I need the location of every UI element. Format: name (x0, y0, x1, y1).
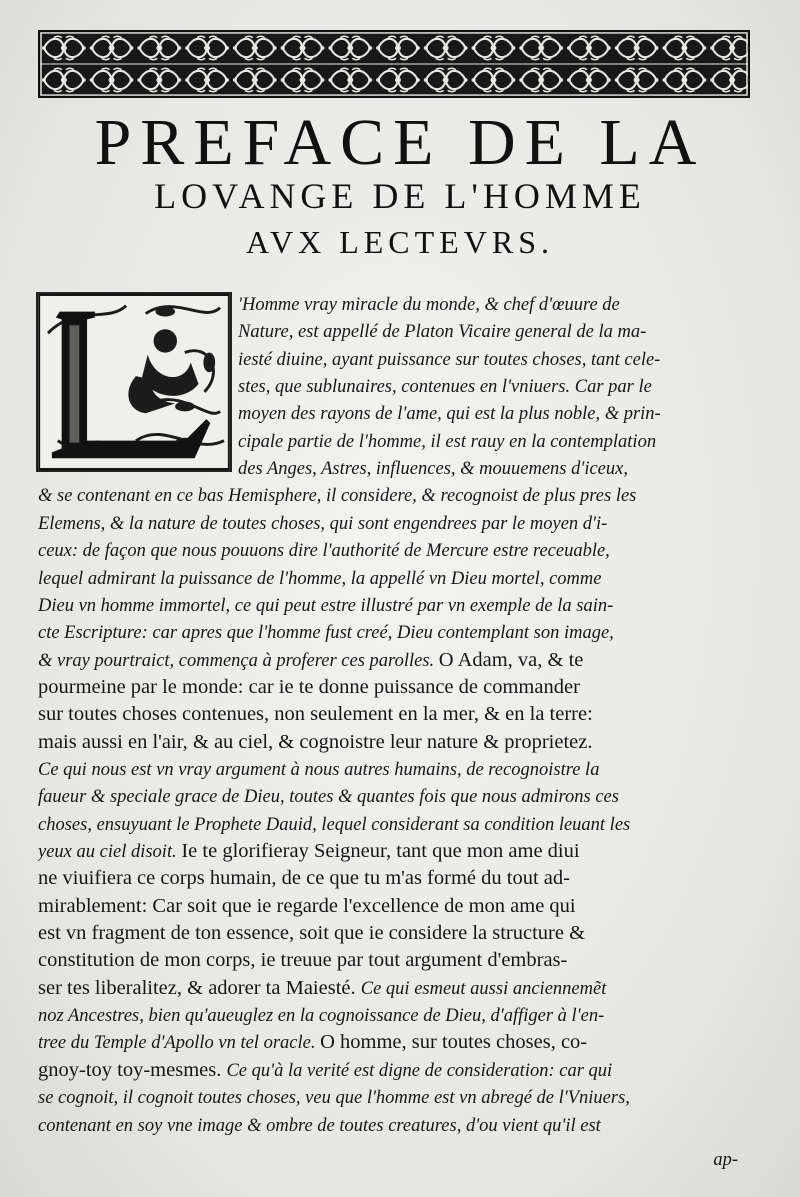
body-line (38, 1003, 762, 1029)
body-line-segment: 'Homme vray miracle du monde, & chef d'œuure de (238, 295, 620, 315)
body-line (38, 648, 762, 674)
body-line-segment: ne viuifiera ce corps humain, de ce que tu m'as formé du tout ad- (38, 867, 570, 890)
body-line (38, 1113, 762, 1139)
body-line (38, 1058, 762, 1084)
body-line-segment: mais aussi en l'air, & au ciel, & cognoistre leur nature & proprietez. (38, 730, 593, 753)
body-line (238, 374, 762, 400)
body-line-segment: contenant en soy vne image & ombre de toutes creatures, d'ou vient qu'il est (38, 1115, 601, 1136)
body-line-segment: faueur & speciale grace de Dieu, toutes & quantes fois que nous admirons ces (38, 787, 619, 808)
body-line-segment: Ce qui esmeut aussi anciennemẽt (360, 978, 607, 999)
body-line-segment: se cognoit, il cognoit toutes choses, veu que l'homme est vn abregé de l'Vniuers, (38, 1088, 630, 1109)
body-line (238, 429, 762, 455)
body-line (238, 456, 762, 482)
body-line-segment: gnoy-toy toy-mesmes. (38, 1058, 227, 1081)
body-line (38, 921, 762, 946)
body-line-segment: iesté diuine, ayant puissance sur toutes choses, tant cele- (238, 349, 661, 370)
body-line-segment: Ce qui nous est vn vray argument à nous autres humains, de recognoistre la (38, 759, 600, 780)
catchword: ap- (713, 1150, 738, 1170)
body-line (38, 566, 762, 592)
body-line-segment: Ce qu'à la verité est digne de consideration: car qui (226, 1060, 613, 1081)
body-line-segment: yeux au ciel disoit. (38, 842, 182, 862)
body-line-segment: pourmeine par le monde: car ie te donne puissance de commander (38, 675, 580, 698)
body-line-segment: Nature, est appellé de Platon Vicaire general de la ma- (238, 322, 647, 343)
body-line (38, 1085, 762, 1111)
body-line (38, 839, 762, 865)
body-line-segment: constitution de mon corps, ie treuue par tout argument d'embras- (38, 949, 568, 972)
body-line-segment: des Anges, Astres, influences, & mouuemens d'iceux, (238, 459, 628, 480)
body-line (238, 292, 762, 318)
body-line (238, 347, 762, 373)
title-line-1: PREFACE DE LA (94, 106, 706, 179)
body-line (38, 702, 762, 727)
body-line (38, 757, 762, 783)
body-line-segment: mirablement: Car soit que ie regarde l'excellence de mon ame qui (38, 894, 576, 917)
body-line (238, 319, 762, 345)
body-line (38, 538, 762, 564)
body-line (38, 812, 762, 838)
body-line-segment: noz Ancestres, bien qu'aueuglez en la cognoissance de Dieu, d'affiger à l'en- (38, 1006, 605, 1027)
body-line (38, 784, 762, 810)
body-line (38, 620, 762, 646)
body-line-segment: est vn fragment de ton essence, soit que ie considere la structure & (38, 922, 586, 945)
body-line-segment: lequel admirant la puissance de l'homme, la appellé vn Dieu mortel, comme (38, 568, 602, 589)
body-line-segment: cipale partie de l'homme, il est rauy en la contemplation (238, 431, 657, 452)
body-line-segment: ser tes liberalitez, & adorer ta Maiesté. (38, 976, 361, 999)
body-line (38, 1030, 762, 1056)
body-line (38, 483, 762, 509)
body-line-segment: Ie te glorifieray Seigneur, tant que mon ame diui (181, 840, 580, 862)
title-line-2: LOVANGE DE L'HOMME (154, 176, 646, 216)
body-line (38, 894, 762, 919)
dropcap-L-icon (36, 292, 232, 472)
body-line-segment: & se contenant en ce bas Hemisphere, il considere, & recognoist de plus pres les (38, 486, 637, 507)
body-line-segment: Dieu vn homme immortel, ce qui peut estre illustré par vn exemple de la sain- (38, 595, 614, 616)
body-line-segment: & vray pourtraict, commença à proferer ces parolles. (38, 650, 439, 671)
ornamental-headpiece-icon (38, 30, 750, 98)
body-line (238, 401, 762, 427)
title-line-3: AVX LECTEVRS. (246, 224, 554, 260)
body-line-segment: choses, ensuyuant le Prophete Dauid, lequel considerant sa condition leuant les (38, 814, 631, 835)
body-line (38, 593, 762, 619)
arabesque-band-icon (40, 32, 748, 96)
body-line-segment: cte Escripture: car apres que l'homme fust creé, Dieu contemplant son image, (38, 623, 614, 644)
body-line-segment: tree du Temple d'Apollo vn tel oracle. (38, 1033, 321, 1054)
body-line-segment: ceux: de façon que nous pouuons dire l'authorité de Mercure estre receuable, (38, 541, 610, 562)
body-line-segment: O homme, sur toutes choses, co- (320, 1031, 588, 1054)
body-line (38, 976, 762, 1002)
body-line-segment: sur toutes choses contenues, non seulement en la mer, & en la terre: (38, 703, 593, 726)
body-line-segment: stes, que sublunaires, contenues en l'vniuers. Car par le (238, 377, 652, 398)
historiated-letter-L-icon (38, 294, 230, 470)
body-line-segment: O Adam, va, & te (438, 648, 584, 671)
body-line (38, 730, 762, 755)
body-line (38, 866, 762, 891)
body-line-segment: moyen des rayons de l'ame, qui est la plus noble, & prin- (238, 404, 661, 425)
body-line (38, 675, 762, 700)
body-line (38, 511, 762, 537)
body-line (38, 948, 762, 973)
body-line-segment: Elemens, & la nature de toutes choses, qui sont engendrees par le moyen d'i- (38, 513, 608, 534)
